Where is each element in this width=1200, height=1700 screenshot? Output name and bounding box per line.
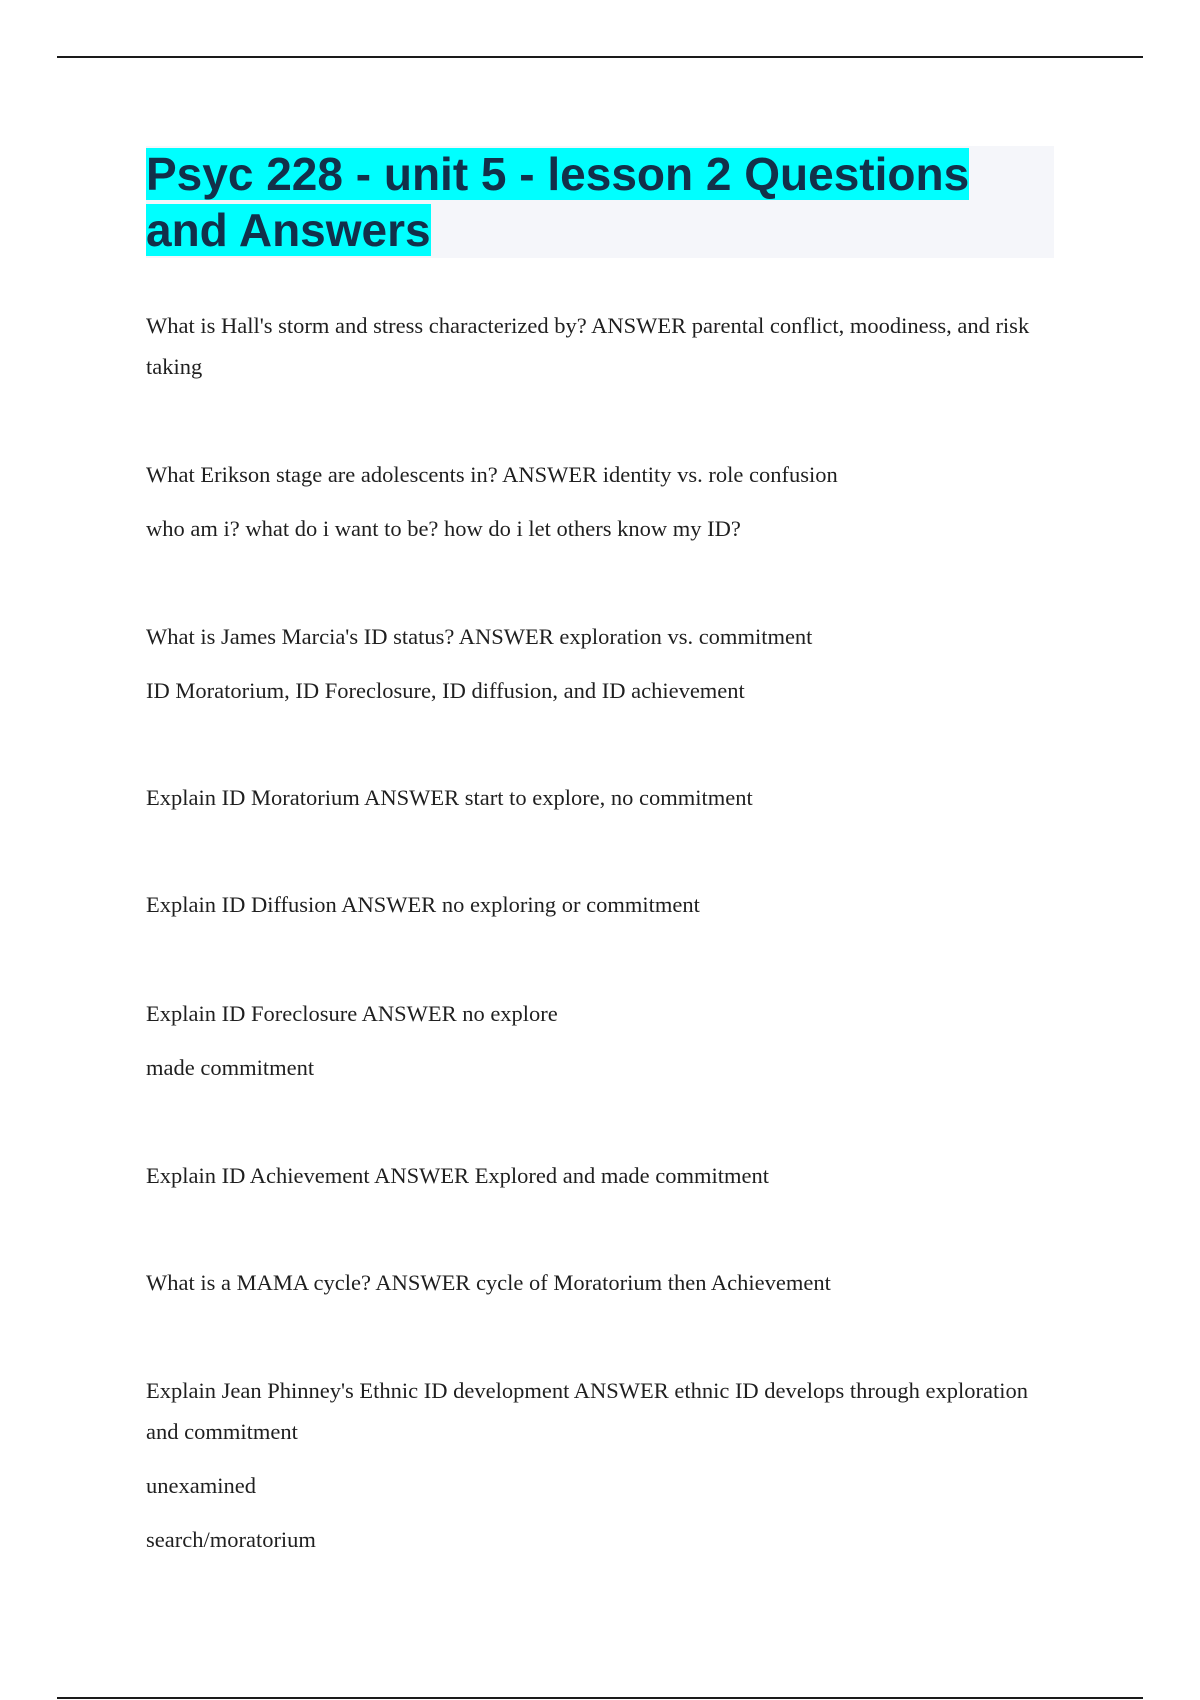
qa-extra-line: unexamined — [146, 1473, 256, 1498]
title-highlight: Psyc 228 - unit 5 - lesson 2 Questions and Answers — [146, 148, 970, 256]
qa-extra-line: search/moratorium — [146, 1527, 316, 1552]
qa-item — [146, 993, 1056, 1088]
qa-extra-line: ID Moratorium, ID Foreclosure, ID diffusion, and ID achievement — [146, 678, 745, 703]
qa-text: What is Hall's storm and stress characterized by? ANSWER parental conflict, moodiness, and risk taking — [146, 313, 1030, 379]
qa-item — [146, 454, 1056, 549]
qa-extra-line: made commitment — [146, 1055, 315, 1080]
title-box — [146, 146, 1054, 258]
qa-text: Explain ID Moratorium ANSWER start to explore, no commitment — [146, 785, 753, 810]
qa-item — [146, 616, 1056, 711]
qa-text: Explain ID Achievement ANSWER Explored and made commitment — [146, 1163, 769, 1188]
qa-text: Explain ID Diffusion ANSWER no exploring or commitment — [146, 892, 700, 917]
qa-item — [146, 1262, 1056, 1303]
qa-text: Explain Jean Phinney's Ethnic ID development ANSWER ethnic ID develops through exploration and commitment — [146, 1378, 1029, 1444]
qa-item — [146, 1155, 1056, 1196]
qa-text: What Erikson stage are adolescents in? ANSWER identity vs. role confusion — [146, 462, 838, 487]
qa-text: What is a MAMA cycle? ANSWER cycle of Moratorium then Achievement — [146, 1270, 831, 1295]
top-rule — [57, 56, 1143, 58]
qa-item — [146, 305, 1056, 387]
qa-item — [146, 884, 1056, 925]
qa-item — [146, 1370, 1056, 1560]
document-title — [146, 146, 1054, 258]
qa-extra-line: who am i? what do i want to be? how do i let others know my ID? — [146, 516, 741, 541]
qa-item — [146, 777, 1056, 818]
bottom-rule — [57, 1697, 1143, 1699]
qa-text: What is James Marcia's ID status? ANSWER exploration vs. commitment — [146, 624, 813, 649]
qa-text: Explain ID Foreclosure ANSWER no explore — [146, 1001, 558, 1026]
